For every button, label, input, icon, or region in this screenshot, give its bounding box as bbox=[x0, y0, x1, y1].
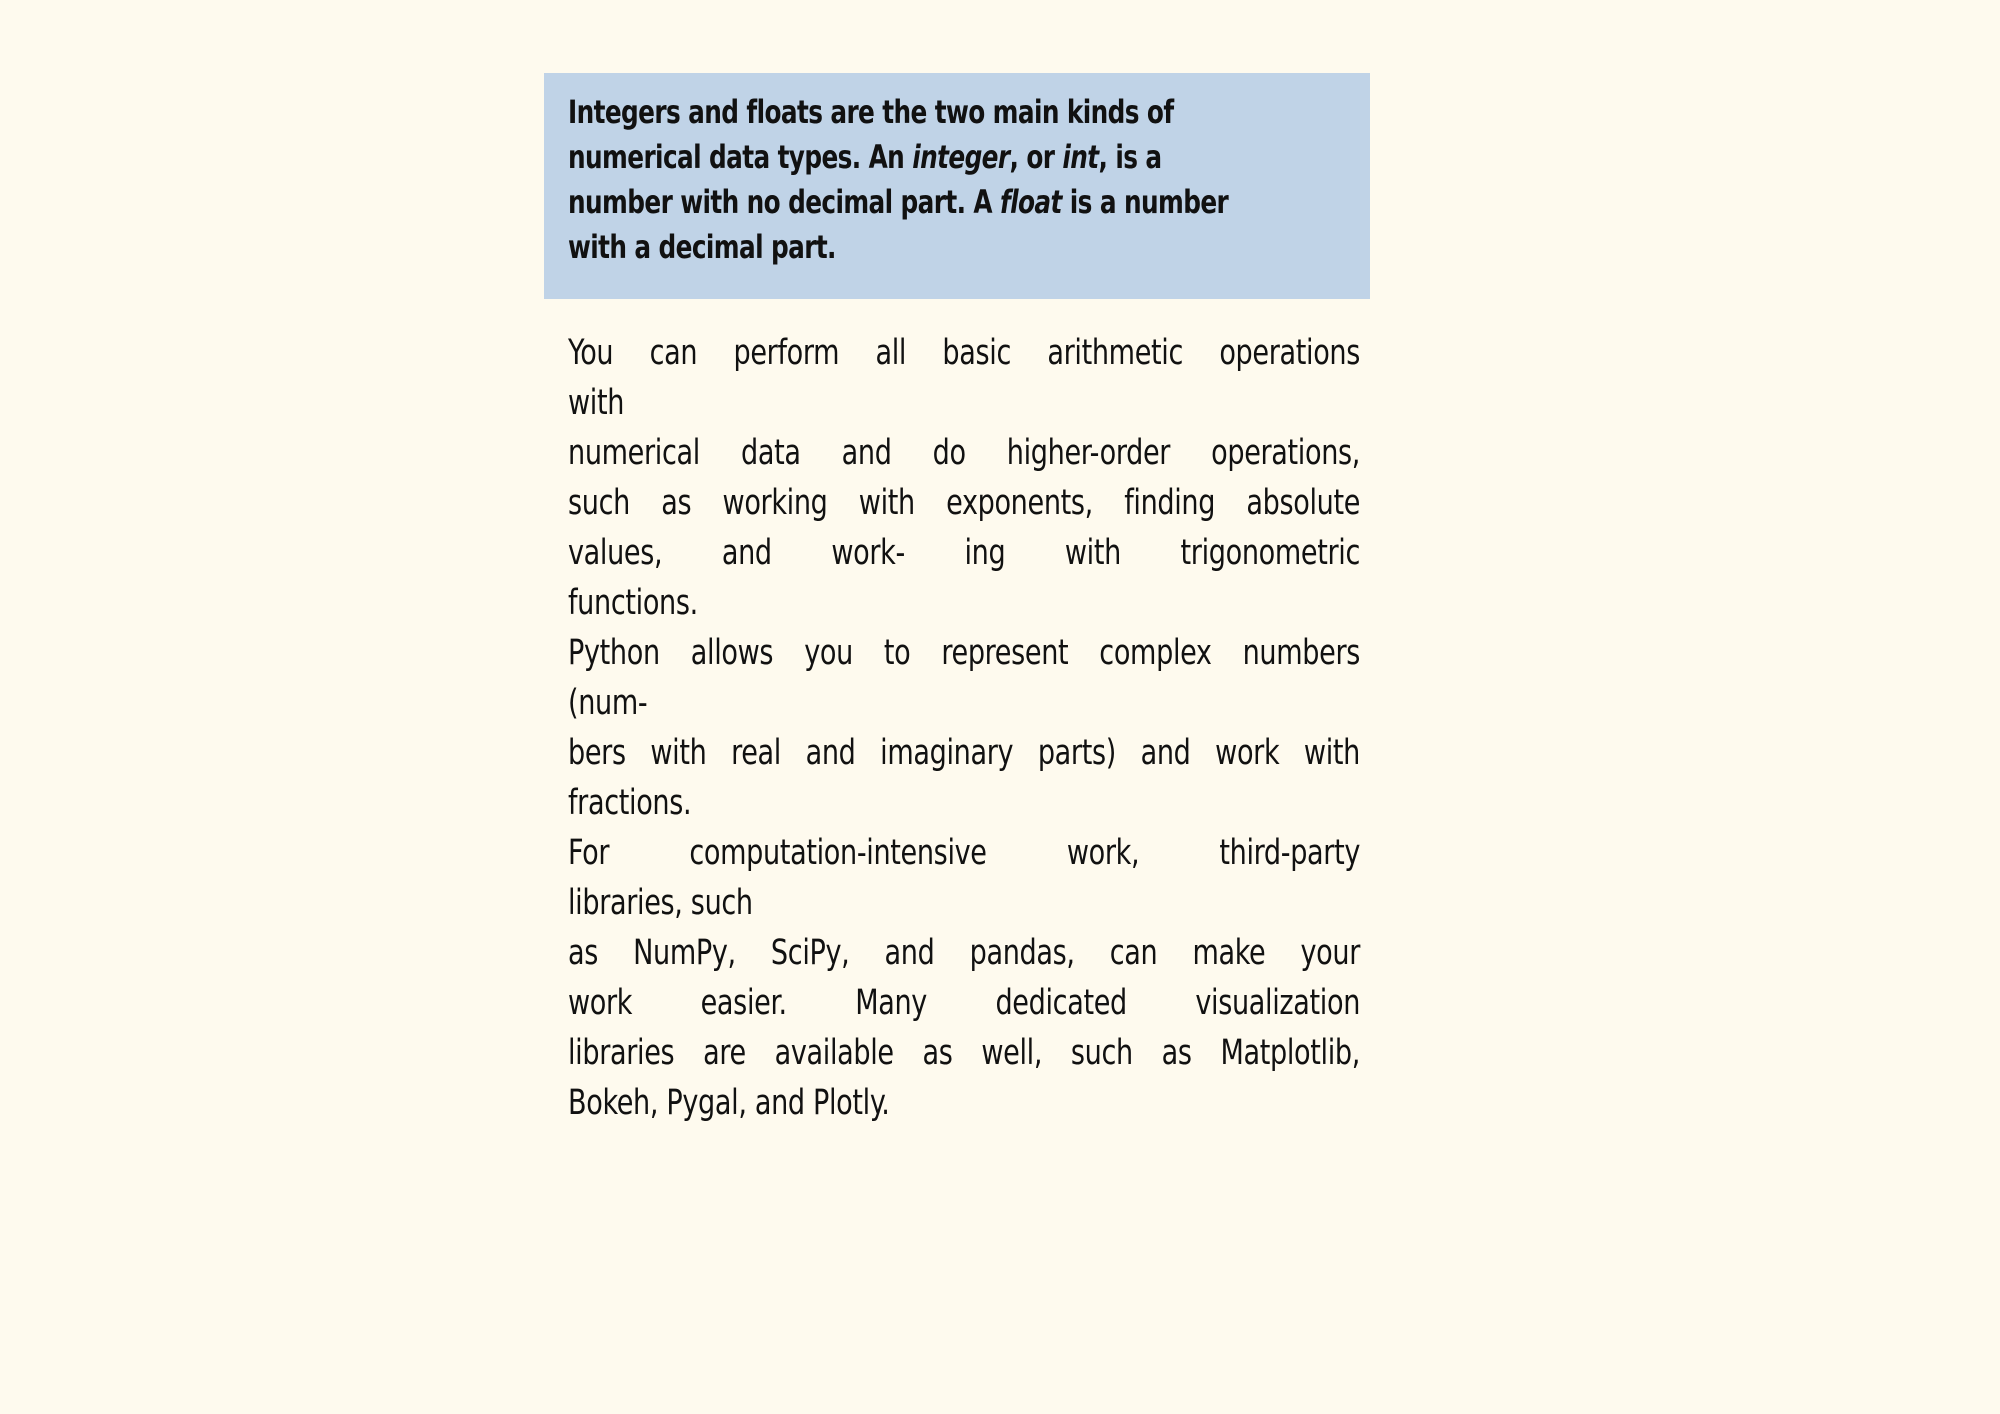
body-word: and bbox=[884, 933, 935, 973]
body-word: absolute bbox=[1246, 483, 1361, 523]
body-word: values, bbox=[568, 533, 663, 573]
body-word: ing bbox=[964, 533, 1006, 573]
body-line: functions. bbox=[568, 583, 698, 623]
body-line: (num- bbox=[568, 683, 648, 723]
body-word: libraries bbox=[568, 1033, 675, 1073]
body-word: Many bbox=[855, 983, 927, 1023]
body-word: as bbox=[661, 483, 692, 523]
body-word: complex bbox=[1099, 633, 1212, 673]
callout-line: with a decimal part. bbox=[568, 228, 836, 266]
body-word: can bbox=[649, 333, 698, 373]
body-word: trigonometric bbox=[1180, 533, 1361, 573]
body-word: imaginary bbox=[880, 733, 1014, 773]
body-word: Python bbox=[568, 633, 660, 673]
body-word: Matplotlib, bbox=[1220, 1033, 1361, 1073]
body-word: easier. bbox=[700, 983, 787, 1023]
body-line: with bbox=[568, 383, 625, 423]
body-word: you bbox=[804, 633, 853, 673]
body-word: data bbox=[740, 433, 801, 473]
body-word: as bbox=[568, 933, 599, 973]
body-word: operations, bbox=[1211, 433, 1361, 473]
body-word: allows bbox=[690, 633, 774, 673]
term-float: float bbox=[999, 183, 1062, 221]
body-word: such bbox=[1070, 1033, 1133, 1073]
body-line bbox=[568, 978, 1360, 1028]
body-word: to bbox=[883, 633, 911, 673]
body-line bbox=[568, 528, 1360, 578]
body-word: with bbox=[650, 733, 707, 773]
body-word: well, bbox=[981, 1033, 1043, 1073]
body-word: working bbox=[722, 483, 828, 523]
body-word: and bbox=[1140, 733, 1191, 773]
body-word: You bbox=[568, 333, 614, 373]
body-word: dedicated bbox=[995, 983, 1127, 1023]
body-word: make bbox=[1192, 933, 1266, 973]
body-line bbox=[568, 928, 1360, 978]
body-word: with bbox=[858, 483, 915, 523]
body-word: pandas, bbox=[969, 933, 1075, 973]
body-word: arithmetic bbox=[1047, 333, 1184, 373]
body-word: can bbox=[1109, 933, 1158, 973]
callout-text: numerical data types. An bbox=[568, 138, 913, 176]
body-word: are bbox=[703, 1033, 746, 1073]
body-word: numbers bbox=[1242, 633, 1361, 673]
body-line bbox=[568, 628, 1360, 678]
body-word: numerical bbox=[568, 433, 700, 473]
body-word: available bbox=[774, 1033, 894, 1073]
term-integer: integer bbox=[912, 138, 1010, 176]
body-word: work bbox=[1215, 733, 1280, 773]
callout-line bbox=[568, 135, 1237, 180]
body-word: work, bbox=[1066, 833, 1140, 873]
body-word: higher-order bbox=[1006, 433, 1171, 473]
body-word: SciPy, bbox=[770, 933, 850, 973]
body-word: operations bbox=[1219, 333, 1361, 373]
body-word: your bbox=[1300, 933, 1360, 973]
body-word: work bbox=[568, 983, 633, 1023]
body-word: real bbox=[731, 733, 781, 773]
body-word: basic bbox=[942, 333, 1012, 373]
body-word: all bbox=[875, 333, 907, 373]
callout-text: , is a bbox=[1098, 138, 1162, 176]
body-word: computation-intensive bbox=[689, 833, 987, 873]
body-word: as bbox=[1161, 1033, 1192, 1073]
callout-line: Integers and floats are the two main kinds of bbox=[568, 93, 1174, 131]
body-line: Bokeh, Pygal, and Plotly. bbox=[568, 1083, 890, 1123]
body-word: For bbox=[568, 833, 610, 873]
callout-text: , or bbox=[1009, 138, 1063, 176]
body-line bbox=[568, 728, 1360, 778]
body-word: bers bbox=[568, 733, 626, 773]
body-word: and bbox=[841, 433, 892, 473]
body-word: as bbox=[922, 1033, 953, 1073]
body-word: visualization bbox=[1195, 983, 1361, 1023]
callout-text: is a number bbox=[1061, 183, 1229, 221]
body-word: represent bbox=[941, 633, 1069, 673]
body-line bbox=[568, 1028, 1360, 1078]
body-word: perform bbox=[733, 333, 840, 373]
definition-callout bbox=[544, 73, 1370, 299]
body-line: fractions. bbox=[568, 783, 692, 823]
term-int: int bbox=[1062, 138, 1099, 176]
body-word: do bbox=[932, 433, 966, 473]
body-word: such bbox=[568, 483, 630, 523]
body-word: work- bbox=[831, 533, 905, 573]
body-word: NumPy, bbox=[633, 933, 736, 973]
body-line bbox=[568, 478, 1360, 528]
body-word: finding bbox=[1124, 483, 1216, 523]
body-line bbox=[568, 828, 1360, 878]
body-paragraphs bbox=[568, 328, 1360, 1128]
body-line: libraries, such bbox=[568, 883, 753, 923]
body-line bbox=[568, 328, 1360, 378]
body-word: and bbox=[805, 733, 856, 773]
body-word: third-party bbox=[1219, 833, 1361, 873]
body-word: exponents, bbox=[946, 483, 1093, 523]
body-word: parts) bbox=[1037, 733, 1116, 773]
body-word: with bbox=[1303, 733, 1361, 773]
callout-line bbox=[568, 180, 1237, 225]
body-word: and bbox=[721, 533, 772, 573]
body-line bbox=[568, 428, 1360, 478]
callout-text: number with no decimal part. A bbox=[568, 183, 1000, 221]
body-word: with bbox=[1064, 533, 1121, 573]
